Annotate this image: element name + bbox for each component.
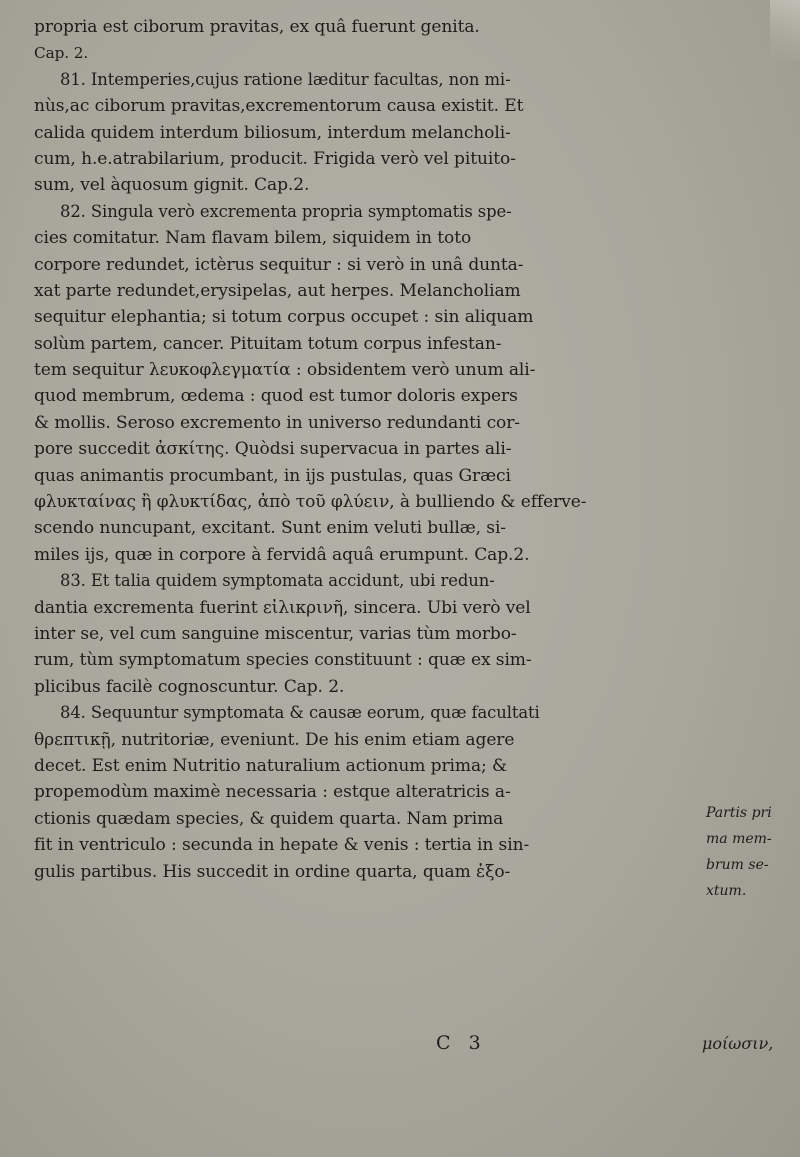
text-line: φλυκταίνας ἢ φλυκτίδας, ἀπὸ τοῦ φλύειν, à bulliendo & efferve- xyxy=(34,492,587,513)
text-line: quod membrum, œdema : quod est tumor doloris expers xyxy=(34,386,518,407)
text-line: cies comitatur. Nam flavam bilem, siquidem in toto xyxy=(34,228,472,249)
page-footer xyxy=(34,1032,774,1062)
text-line: gulis partibus. His succedit in ordine quarta, quam ἐξο- xyxy=(34,861,511,882)
text-line: ctionis quædam species, & quidem quarta. Nam prima xyxy=(34,808,504,829)
text-line: solùm partem, cancer. Pituitam totum corpus infestan- xyxy=(34,333,502,354)
text-line: calida quidem interdum biliosum, interdum melancholi- xyxy=(34,122,511,143)
text-line: pore succedit ἀσκίτης. Quòdsi supervacua in partes ali- xyxy=(34,439,512,460)
text-line: scendo nuncupant, excitant. Sunt enim veluti bullæ, si- xyxy=(34,518,506,539)
text-line: θρεπτικῇ, nutritoriæ, eveniunt. De his enim etiam agere xyxy=(34,729,515,750)
text-line: corpore redundet, ictèrus sequitur : si verò in unâ dunta- xyxy=(34,254,524,275)
text-line: inter se, vel cum sanguine miscentur, varias tùm morbo- xyxy=(34,623,517,644)
text-line: nùs,ac ciborum pravitas,excrementorum causa existit. Et xyxy=(34,96,524,117)
text-line: sequitur elephantia; si totum corpus occupet : sin aliquam xyxy=(34,307,534,328)
text-line: & mollis. Seroso excremento in universo redundanti cor- xyxy=(34,412,520,433)
text-line: miles ijs, quæ in corpore à fervidâ aquâ erumpunt. Cap.2. xyxy=(34,544,530,565)
text-block xyxy=(34,14,774,885)
text-line: propemodùm maximè necessaria : estque alteratricis a- xyxy=(34,782,511,803)
margin-note-line: brum se- xyxy=(706,857,769,873)
text-line: xat parte redundet,erysipelas, aut herpes. Melancholiam xyxy=(34,280,521,301)
page-edge-fold xyxy=(770,0,800,60)
text-line: Cap. 2. xyxy=(34,44,89,63)
margin-note-line: ma mem- xyxy=(706,831,772,847)
text-line: quas animantis procumbant, in ijs pustulas, quas Græci xyxy=(34,465,511,486)
text-line: propria est ciborum pravitas, ex quâ fuerunt genita. xyxy=(34,17,480,37)
text-line: rum, tùm symptomatum species constituunt : quæ ex sim- xyxy=(34,650,532,671)
margin-note-line: Partis pri xyxy=(706,805,772,821)
text-line: dantia excrementa fuerint εἰλικρινῆ, sincera. Ubi verò vel xyxy=(34,597,531,618)
catchword: μοίωσιν, xyxy=(702,1034,774,1053)
text-line: tem sequitur λευκοφλεγματία : obsidentem verò unum ali- xyxy=(34,360,536,381)
text-line: fit in ventriculo : secunda in hepate & venis : tertia in sin- xyxy=(34,835,530,856)
signature-mark: C 3 xyxy=(436,1032,487,1054)
text-line: sum, vel àquosum gignit. Cap.2. xyxy=(34,175,310,196)
text-line: 81. Intemperies,cujus ratione læditur facultas, non mi- xyxy=(60,69,511,89)
text-line: cum, h.e.atrabilarium, producit. Frigida verò vel pituito- xyxy=(34,148,516,169)
text-line: 84. Sequuntur symptomata & causæ eorum, quæ facultati xyxy=(60,703,540,723)
margin-note xyxy=(706,800,776,904)
text-line: 82. Singula verò excrementa propria symptomatis spe- xyxy=(60,201,512,221)
text-line: decet. Est enim Nutritio naturalium actionum prima; & xyxy=(34,755,508,776)
margin-note-line: xtum. xyxy=(706,883,747,899)
text-line: plicibus facilè cognoscuntur. Cap. 2. xyxy=(34,676,345,697)
text-line: 83. Et talia quidem symptomata accidunt, ubi redun- xyxy=(60,571,495,591)
